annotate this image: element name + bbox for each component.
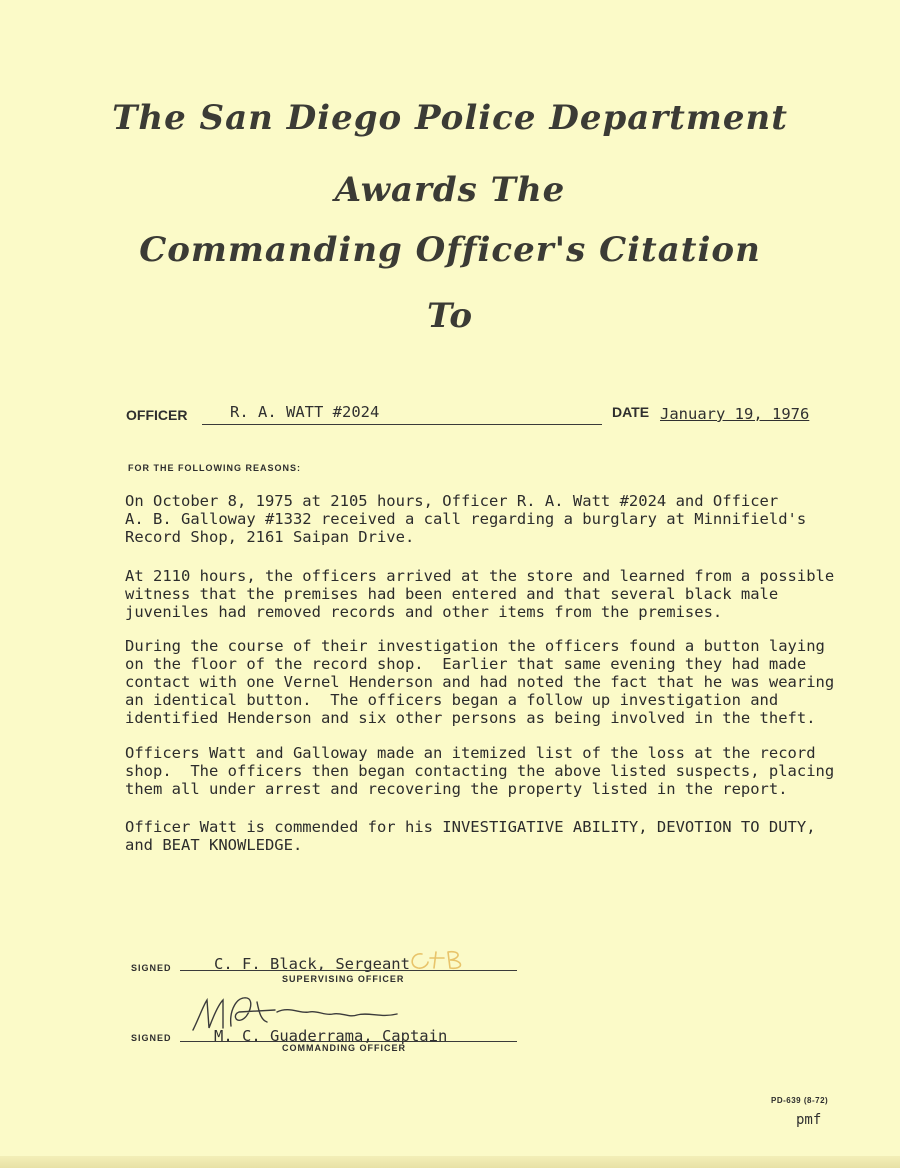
signature-rule-2 xyxy=(180,1041,517,1042)
header-citation-title: Commanding Officer's Citation xyxy=(139,230,761,270)
initials-signature xyxy=(404,944,484,976)
signer-title-2: COMMANDING OFFICER xyxy=(282,1043,406,1053)
paper-bottom-edge xyxy=(0,1156,900,1168)
paragraph-1: On October 8, 1975 at 2105 hours, Officer R. A. Watt #2024 and Officer A. B. Galloway #1332 received a call regarding a burglary at Minnifield's Record Shop, 2161 Saipan Drive. xyxy=(125,492,807,546)
signed-label-1: SIGNED xyxy=(131,963,172,973)
reasons-label: FOR THE FOLLOWING REASONS: xyxy=(128,463,301,473)
paragraph-2: At 2110 hours, the officers arrived at the store and learned from a possible witness that the premises had been entered and that several black male juveniles had removed records and other items from the premises. xyxy=(125,567,835,621)
paragraph-5: Officer Watt is commended for his INVESTIGATIVE ABILITY, DEVOTION TO DUTY, and BEAT KNOWLEDGE. xyxy=(125,818,816,854)
paragraph-4: Officers Watt and Galloway made an itemized list of the loss at the record shop. The officers then began contacting the above listed suspects, placing them all under arrest and recovering the property listed in the report. xyxy=(125,744,835,798)
date-label: DATE xyxy=(612,404,650,420)
form-number: PD-639 (8-72) xyxy=(771,1096,829,1105)
header-department: The San Diego Police Department xyxy=(112,98,788,138)
signature-rule-1 xyxy=(180,970,517,971)
signed-label-2: SIGNED xyxy=(131,1033,172,1043)
header-to: To xyxy=(426,296,474,336)
date-value: January 19, 1976 xyxy=(660,405,810,423)
signer-title-1: SUPERVISING OFFICER xyxy=(282,974,405,984)
officer-value: R. A. WATT #2024 xyxy=(230,403,380,421)
officer-rule xyxy=(202,424,602,425)
header-awards: Awards The xyxy=(334,170,566,210)
signer-name-2: M. C. Guaderrama, Captain xyxy=(214,1027,448,1045)
signer-name-1: C. F. Black, Sergeant xyxy=(214,955,410,973)
officer-label: OFFICER xyxy=(126,407,188,423)
paragraph-3: During the course of their investigation the officers found a button laying on the floor of the record shop. Earlier that same evening they had made contact with one Vernel Henderson and had noted the fact that he was wearing an identical button. The officers began a follow up investigation and identified Henderson and six other persons as being involved in the theft. xyxy=(125,637,835,727)
typist-initials: pmf xyxy=(796,1112,822,1128)
